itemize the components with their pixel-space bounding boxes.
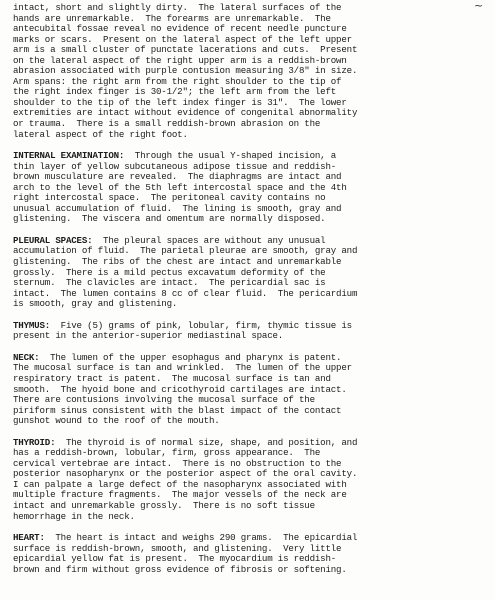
text-line	[13, 214, 485, 225]
line-text: arch to the level of the 5th left intercostal space and the 4th	[13, 181, 347, 193]
line-text: abrasion associated with purple contusion measuring 3/8" in size.	[13, 65, 358, 77]
line-text: extremities are intact without evidence of congenital abnormality	[13, 107, 358, 119]
handwritten-page-mark: ~	[473, 0, 483, 12]
section-heading: INTERNAL EXAMINATION:	[13, 150, 125, 162]
text-line	[13, 130, 485, 141]
section-heading: THYROID:	[13, 436, 56, 448]
line-text: the right index finger is 30-1/2"; the left arm from the left	[13, 86, 337, 98]
line-text: Five (5) grams of pink, lobular, firm, thymic tissue is	[50, 319, 352, 331]
line-text: intact. The lumen contains 8 cc of clear fluid. The pericardium	[13, 287, 358, 299]
line-text: accumulation of fluid. The parietal pleurae are smooth, gray and	[13, 245, 358, 257]
line-text: or trauma. There is a small reddish-brown abrasion on the	[13, 118, 321, 130]
line-text: Arm spans: the right arm from the right shoulder to the tip of	[13, 75, 342, 87]
line-text: hands are unremarkable. The forearms are unremarkable. The	[13, 12, 331, 24]
line-text: lateral aspect of the right foot.	[13, 128, 188, 140]
line-text: hemorrhage in the neck.	[13, 510, 135, 522]
section-heading: HEART:	[13, 532, 45, 544]
line-text: gunshot wound to the roof of the mouth.	[13, 415, 220, 427]
line-text: unusual accumulation of fluid. The lining is smooth, gray and	[13, 202, 342, 214]
line-text: on the lateral aspect of the right upper arm is a reddish-brown	[13, 54, 347, 66]
line-text: The lumen of the upper esophagus and pharynx is patent.	[39, 351, 342, 363]
section-heading: NECK:	[13, 351, 40, 363]
section-heading: THYMUS:	[13, 319, 51, 331]
line-text: intact, short and slightly dirty. The lateral surfaces of the	[13, 2, 342, 13]
line-text: present in the anterior-superior mediastinal space.	[13, 330, 284, 342]
line-text: The thyroid is of normal size, shape, and position, and	[55, 436, 358, 448]
line-text: I can palpate a large defect of the nasopharynx associated with	[13, 478, 347, 490]
line-text: antecubital fossae reveal no evidence of recent needle puncture	[13, 23, 347, 35]
text-line	[13, 565, 485, 576]
line-text: glistening. The viscera and omentum are normally disposed.	[13, 213, 326, 225]
line-text: thin layer of yellow subcutaneous adipose tissue and reddish-	[13, 160, 337, 172]
line-text: marks or scars. Present on the lateral aspect of the left upper	[13, 33, 352, 45]
line-text: The pleural spaces are without any unusual	[92, 234, 326, 246]
text-line	[13, 512, 485, 523]
line-text: intact and unremarkable grossly. There is no soft tissue	[13, 499, 315, 511]
line-text: sternum. The clavicles are intact. The pericardial sac is	[13, 277, 326, 289]
section-pleural-spaces	[13, 236, 485, 310]
line-text: glistening. The ribs of the chest are intact and unremarkable	[13, 256, 342, 268]
line-text: There are contusions involving the mucosal surface of the	[13, 394, 315, 406]
line-text: Through the usual Y-shaped incision, a	[124, 150, 337, 162]
line-text: piriform sinus consistent with the blast impact of the contact	[13, 404, 342, 416]
section-neck	[13, 353, 485, 427]
line-text: respiratory tract is patent. The mucosal surface is tan and	[13, 372, 331, 384]
line-text: arm is a small cluster of punctate lacerations and cuts. Present	[13, 44, 358, 56]
line-text: multiple fracture fragments. The major vessels of the neck are	[13, 489, 347, 501]
line-text: right intercostal space. The peritoneal cavity contains no	[13, 192, 326, 204]
line-text: epicardial yellow fat is present. The myocardium is reddish-	[13, 553, 337, 565]
section-thyroid	[13, 438, 485, 522]
report-body	[13, 0, 485, 575]
line-text: surface is reddish-brown, smooth, and glistening. Very little	[13, 542, 342, 554]
line-text: grossly. There is a mild pectus excavatum deformity of the	[13, 266, 326, 278]
section-thymus	[13, 321, 485, 342]
line-text: has a reddish-brown, lobular, firm, gross appearance. The	[13, 447, 321, 459]
line-text: cervical vertebrae are intact. There is no obstruction to the	[13, 457, 342, 469]
text-line	[13, 331, 485, 342]
line-text: posterior nasopharynx or the posterior aspect of the oral cavity.	[13, 468, 358, 480]
line-text: is smooth, gray and glistening.	[13, 298, 178, 310]
line-text: smooth. The hyoid bone and cricothyroid cartilages are intact.	[13, 383, 347, 395]
text-line	[13, 416, 485, 427]
line-text: The heart is intact and weighs 290 grams. The epicardial	[44, 532, 358, 544]
line-text: shoulder to the tip of the left index finger is 31". The lower	[13, 96, 347, 108]
line-text: The mucosal surface is tan and wrinkled. The lumen of the upper	[13, 362, 352, 374]
line-text: brown and firm without gross evidence of fibrosis or softening.	[13, 563, 347, 575]
text-line	[13, 299, 485, 310]
section-internal-examination	[13, 151, 485, 225]
section-heading: PLEURAL SPACES:	[13, 234, 93, 246]
line-text: brown musculature are revealed. The diaphragms are intact and	[13, 171, 342, 183]
section-external-continuation	[13, 0, 485, 140]
section-heart	[13, 533, 485, 575]
